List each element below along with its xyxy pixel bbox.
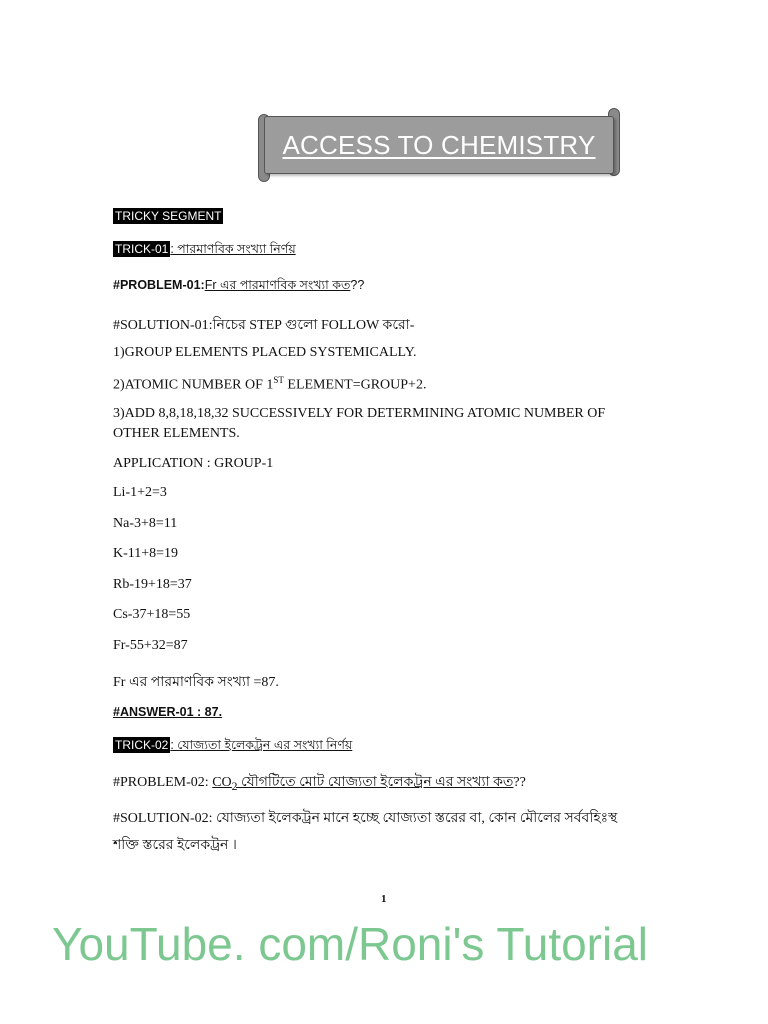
problem-02-formula: $CO_2$ <box>212 775 238 793</box>
calc-fr: Fr-55+32=87 <box>113 638 188 653</box>
calc-cs: Cs-37+18=55 <box>113 607 191 622</box>
segment-heading <box>113 209 223 225</box>
solution-01: #SOLUTION-01:নিচের STEP গুলো FOLLOW করো- <box>113 318 415 333</box>
trick-01-tag: TRICK-01 <box>115 242 169 256</box>
problem-02-subscript: 2 <box>231 779 238 793</box>
trick-02-tag: TRICK-02 <box>115 738 169 752</box>
step-2-pre: 2)ATOMIC NUMBER OF 1 <box>113 377 274 393</box>
problem-01-suffix: ?? <box>350 278 365 292</box>
calc-k: K-11+8=19 <box>113 546 179 561</box>
answer-01: #ANSWER-01 : 87. <box>113 705 223 719</box>
step-1: 1)GROUP ELEMENTS PLACED SYSTEMICALLY. <box>113 345 417 360</box>
segment-label: TRICKY SEGMENT <box>115 209 222 223</box>
problem-02-label: #PROBLEM-02: <box>113 775 213 790</box>
problem-02-suffix: ?? <box>513 775 526 790</box>
watermark: YouTube. com/Roni's Tutorial <box>52 918 649 970</box>
calc-li: Li-1+2=3 <box>113 485 167 500</box>
title-banner <box>258 108 620 180</box>
result-01: Fr এর পারমাণবিক সংখ্যা =87. <box>113 675 279 690</box>
problem-02-text: যৌগটিতে মোট যোজ্যতা ইলেকট্রন এর সংখ্যা কত <box>237 775 514 790</box>
step-2-post: ELEMENT=GROUP+2. <box>283 377 427 393</box>
page-title: ACCESS TO CHEMISTRY <box>282 129 596 160</box>
page-number: 1 <box>381 893 387 905</box>
step-2 <box>113 375 426 394</box>
trick-02-heading <box>113 737 352 757</box>
trick-02-title: : যোজ্যতা ইলেকট্রন এর সংখ্যা নির্ণয় <box>170 738 353 752</box>
solution-02-line-1: #SOLUTION-02: যোজ্যতা ইলেকট্রন মানে হচ্ছে যোজ্যতা স্তরের বা, কোন মৌলের সর্ববহিঃস্থ <box>113 811 618 826</box>
trick-01-title: : পারমাণবিক সংখ্যা নির্ণয় <box>170 242 296 256</box>
problem-01 <box>113 277 364 297</box>
trick-01-heading <box>113 241 296 261</box>
calc-na: Na-3+8=11 <box>113 516 178 531</box>
step-2-sup: ST <box>273 375 284 385</box>
problem-01-text: Fr এর পারমাণবিক সংখ্যা কত <box>204 278 351 292</box>
application-label: APPLICATION : GROUP-1 <box>113 456 274 471</box>
step-3-line-2: OTHER ELEMENTS. <box>113 426 240 441</box>
banner-box <box>264 116 614 174</box>
problem-02 <box>113 770 526 794</box>
calc-rb: Rb-19+18=37 <box>113 577 192 592</box>
step-3-line-1: 3)ADD 8,8,18,18,32 SUCCESSIVELY FOR DETERMINING ATOMIC NUMBER OF <box>113 406 606 421</box>
solution-02-line-2: শক্তি স্তরের ইলেকট্রন । <box>113 838 237 853</box>
problem-01-label: #PROBLEM-01: <box>113 278 205 292</box>
